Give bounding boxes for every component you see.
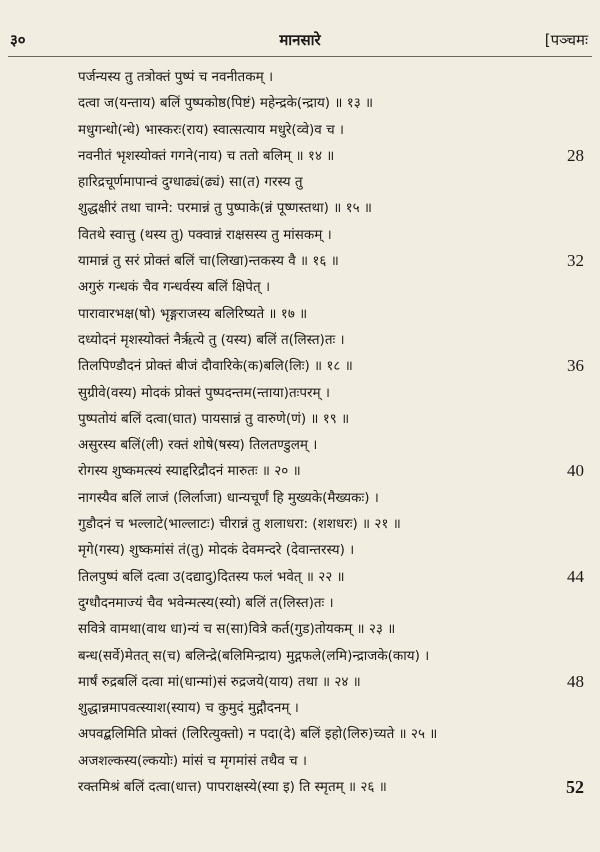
- verse-text: तिलपुष्पं बलिं दत्वा उ(दद्यादु)दितस्य फलं भवेत् ॥ २२ ॥: [78, 568, 345, 585]
- verse-line: [0, 274, 600, 300]
- verse-text: बन्ध(सर्वे)मेतत् स(च) बलिन्द्रे(बलिमिन्द्राय) मुद्गफले(लमि)न्द्राजके(काय) ।: [78, 647, 430, 664]
- verse-line: [0, 774, 600, 800]
- verse-text: तिलपिण्डौदनं प्रोक्तं बीजं दौवारिके(क)बलि(लिः) ॥ १८ ॥: [78, 358, 353, 375]
- verse-line: [0, 117, 600, 143]
- verse-line: [0, 327, 600, 353]
- verse-text: हारिद्रचूर्णमापान्वं दुग्धाढ्यं(ढ्यं) सा(त) गरस्य तु: [78, 174, 303, 191]
- verse-line: [0, 353, 600, 379]
- verse-text: असुरस्य बलिं(ली) रक्तं शोषे(षस्य) तिलतण्डुलम् ।: [78, 437, 318, 454]
- verse-text: अपवद्बलिमिति प्रोक्तं (लिरित्युक्तो) न पदा(दे) बलिं इहो(लिरु)च्यते ॥ २५ ॥: [78, 726, 438, 743]
- verse-text: गुडौदनं च भल्लाटे(भाल्लाटः) चीरान्नं तु शलाधरा: (शशधरः) ॥ २१ ॥: [78, 516, 401, 533]
- header-divider: [8, 56, 592, 57]
- verse-line: [0, 432, 600, 458]
- verse-text: यामान्नं तु सरं प्रोक्तं बलिं चा(लिखा)न्तकस्य वै ॥ १६ ॥: [78, 253, 339, 270]
- verse-body: [0, 64, 600, 800]
- line-number: 48: [567, 671, 584, 691]
- verse-line: [0, 222, 600, 248]
- verse-text: शुद्धक्षीरं तथा चाग्ने: परमान्नं तु पुष्पाके(न्नं पूष्णस्तथा) ॥ १५ ॥: [78, 200, 372, 217]
- verse-text: अगुरुं गन्धकं चैव गन्धर्वस्य बलिं क्षिपेत् ।: [78, 279, 271, 296]
- verse-text: रोगस्य शुष्कमत्स्यं स्याद्दरिद्रौदनं मारुतः ॥ २० ॥: [78, 463, 301, 480]
- verse-line: [0, 643, 600, 669]
- verse-text: पुष्पतोयं बलिं दत्वा(घात) पायसान्नं तु वारुणे(णं) ॥ १९ ॥: [78, 410, 350, 427]
- verse-line: [0, 143, 600, 169]
- verse-text: सवित्रे वामथा(वाथ धा)न्यं च स(सा)वित्रे कर्त(गुड)तोयकम् ॥ २३ ॥: [78, 621, 396, 638]
- line-number: 40: [567, 461, 584, 481]
- verse-line: [0, 669, 600, 695]
- verse-text: शुद्धान्नमापवत्स्याश(स्याय) च कुमुदं मुद्गौदनम् ।: [78, 700, 299, 717]
- line-number: 32: [567, 251, 584, 271]
- page-header: [0, 30, 600, 54]
- verse-text: दत्वा ज(यन्ताय) बलिं पुष्पकोष्ठ(पिष्टं) महेन्द्रके(न्द्राय) ॥ १३ ॥: [78, 95, 374, 112]
- verse-line: [0, 64, 600, 90]
- verse-text: सुग्रीवे(वस्य) मोदकं प्रोक्तं पुष्पदन्तम(न्ताया)तःपरम् ।: [78, 384, 331, 401]
- line-number: 36: [567, 356, 584, 376]
- line-number: 52: [566, 777, 584, 798]
- verse-text: नागस्यैव बलिं लाजं (लिर्लाजा) धान्यचूर्णं हि मुख्यके(मैख्यकः) ।: [78, 489, 379, 506]
- verse-line: [0, 458, 600, 484]
- verse-line: [0, 564, 600, 590]
- verse-text: दुग्धौदनमाज्यं चैव भवेन्मत्स्य(स्यो) बलिं त(लिस्त)तः ।: [78, 594, 334, 611]
- verse-line: [0, 695, 600, 721]
- verse-text: रक्तमिश्रं बलिं दत्वा(धात्त) पापराक्षस्ये(स्या इ) ति स्मृतम् ॥ २६ ॥: [78, 779, 387, 796]
- verse-text: वितथे स्वात्तु (थस्य तु) पक्वान्नं राक्षसस्य तु मांसकम् ।: [78, 226, 332, 243]
- verse-line: [0, 721, 600, 747]
- line-number: 28: [567, 145, 584, 165]
- verse-line: [0, 301, 600, 327]
- running-title: मानसारे: [279, 31, 321, 49]
- page-number: ३०: [10, 31, 26, 49]
- verse-line: [0, 169, 600, 195]
- verse-line: [0, 485, 600, 511]
- verse-text: अजशल्कस्य(ल्कयोः) मांसं च मृगमांसं तथैव च ।: [78, 752, 307, 769]
- verse-text: मधुगन्धो(न्धे) भास्करः(राय) स्वात्सत्याय मधुरे(व्वे)व च ।: [78, 121, 345, 138]
- verse-line: [0, 248, 600, 274]
- line-number: 44: [567, 566, 584, 586]
- verse-line: [0, 195, 600, 221]
- verse-text: मार्षं रुद्रबलिं दत्वा मां(धान्मां)सं रुद्रजये(याय) तथा ॥ २४ ॥: [78, 673, 361, 690]
- verse-line: [0, 616, 600, 642]
- verse-line: [0, 511, 600, 537]
- verse-line: [0, 380, 600, 406]
- verse-line: [0, 90, 600, 116]
- verse-text: पारावारभक्ष(षो) भृङ्गराजस्य बलिरिष्यते ॥ १७ ॥: [78, 305, 308, 322]
- section-label: [पञ्चमः: [544, 31, 588, 49]
- verse-text: नवनीतं भृशस्योक्तं गगने(नाय) च ततो बलिम् ॥ १४ ॥: [78, 147, 335, 164]
- verse-line: [0, 406, 600, 432]
- verse-line: [0, 590, 600, 616]
- verse-text: पर्जन्यस्य तु तत्रोक्तं पुष्पं च नवनीतकम् ।: [78, 69, 274, 85]
- verse-line: [0, 748, 600, 774]
- verse-text: मृगे(गस्य) शुष्कमांसं तं(तु) मोदकं देवमन्दरे (देवान्तरस्य) ।: [78, 542, 355, 559]
- verse-text: दध्योदनं मृशस्योक्तं नैर्ऋत्ये तु (यस्य) बलिं त(लिस्त)तः ।: [78, 331, 345, 348]
- verse-line: [0, 537, 600, 563]
